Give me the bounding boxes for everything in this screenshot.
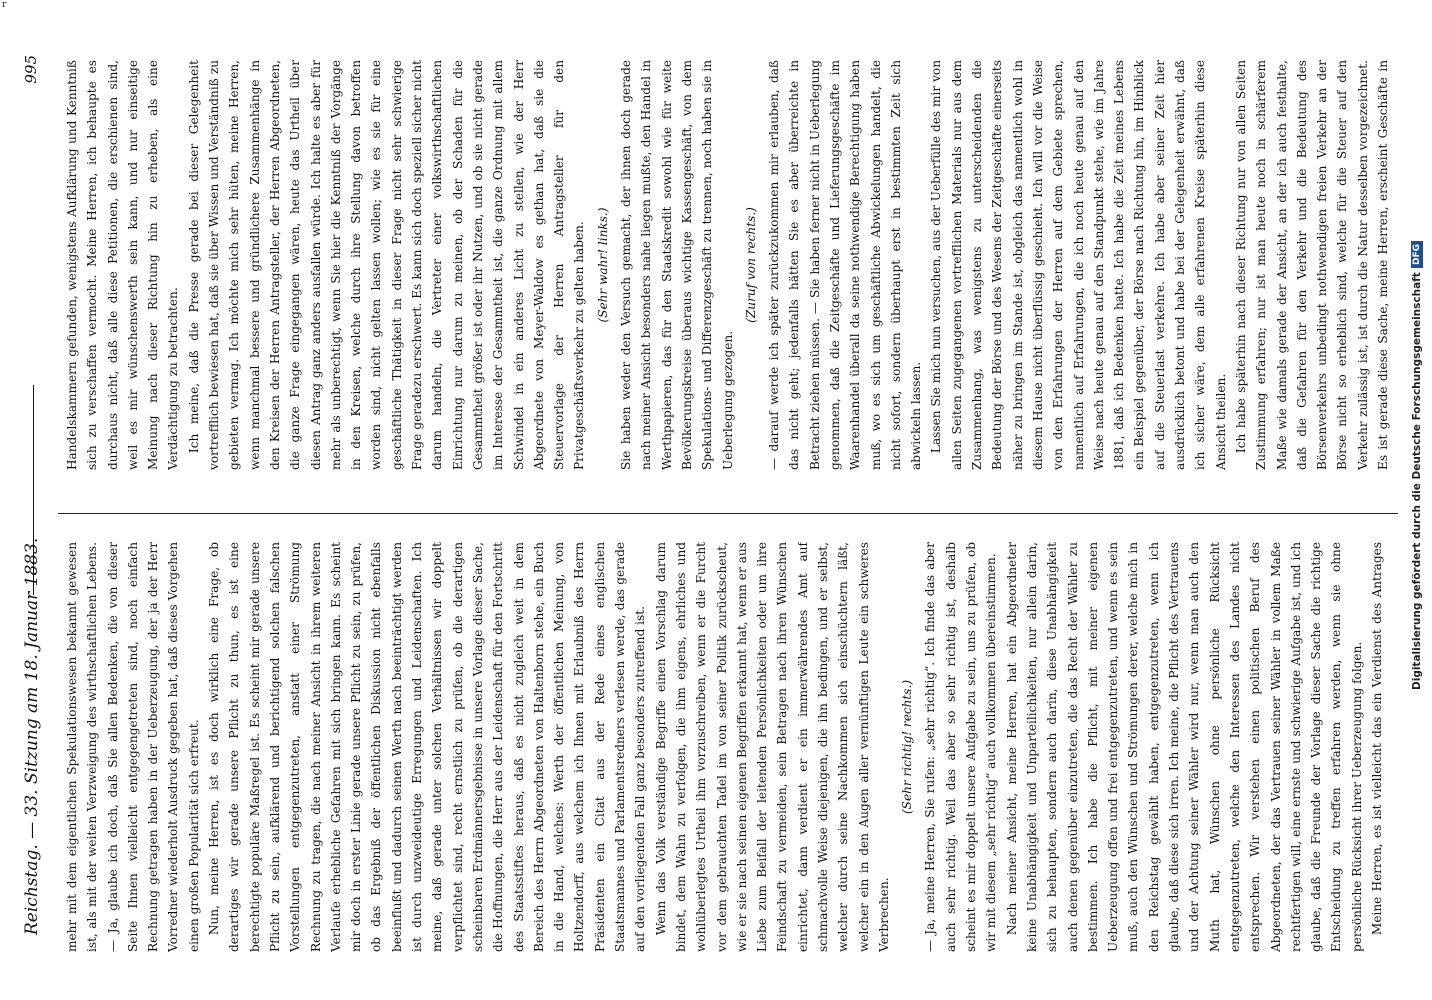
paragraph: Nach meiner Ansicht, meine Herren, hat ein Abgeordneter keine Unabhängigkeit und Unparteilichkeiten, nur allein darin, sich zu behaupten, sondern auch darin, diese Unabhängigkeit auch denen gegenüber einzutreten, die das Recht der Wähler zu bestimmen. Ich habe die Pflicht, mit meiner eigenen Ueberzeugung offen und frei entgegenzutreten, und wenn es sein muß, auch den Wünschen und Strömungen derer, welche mich in den Reichstag gewählt haben, entgegenzutreten, wenn ich glaube, daß diese sich irren. Ich meine, die Pflicht des Vertrauens und der Achtung seiner Wähler wird nur, wenn man auch den Muth hat, Wünschen ohne persönliche Rücksicht entgegenzutreten, welche den Interessen des Landes nicht entsprechen. Wir verstehen einen politischen Beruf des Abgeordneten, der das Vertrauen seiner Wähler in vollem Maße rechtfertigen will, eine ernste und schwierige Aufgabe ist, und ich glaube, daß die Freunde der Vorlage dieser Sache die richtige Entscheidung zu treffen erfahren werden, wenn sie ohne persönliche Rücksicht ihrer Ueberzeugung folgen. bbox=[1004, 542, 1364, 952]
paragraph: Wenn das Volk verständige Begriffe einen Vorschlag darum bindet, dem Wahn zu verfolgen, die ihm eigens, ehrliches und wohlüberlegtes Urtheil ihm vorzuschreiben, wenn er die Furcht vor dem gebrauchten Tadel im von seiner Politik zurückscheut, wie er sie nach seinen eigenen Begriffen erkannt hat, wenn er aus Liebe zum Beifall der leitenden Persönlichkeiten oder um ihre Feindschaft zu vermeiden, sein Betragen nach ihren Wünschen einrichtet, dann verdient er ein immerwährendes Amt auf schmachvolle Weise diejenigen, die ihn bedingen, und er selbst, welcher durch seine Nachkommen sich einschüchtern läßt, welcher ein in den Augen aller vernünftigen Leute ein schweres Verbrechen. bbox=[653, 542, 891, 952]
paragraph: — darauf werde ich später zurückzukommen mir erlauben, daß das nicht geht; jedenfalls hätten Sie es aber überreichte in Betracht ziehen müssen. — Sie haben ferner nicht in Ueberlegung genommen, daß die Zeitgeschäfte und Lieferungsgeschäfte im Waarenhandel überall da seine nothwendige Berechtigung haben muß, wo es sich um geschäftliche Abwickelungen handelt, die nicht sofort, sondern überhaupt erst in bestimmten Zeit sich abwickeln lassen. bbox=[767, 60, 924, 470]
right-column bbox=[62, 60, 1392, 470]
paragraph: Sie haben weder den Versuch gemacht, der ihnen doch gerade nach meiner Ansicht besonders nahe liegen mußte, den Handel in Werthpapieren, das für den Staatskredit sowohl wie für weite Bevölkerungskreise überaus wichtige Kassengeschäft, von dem Spekulations- und Differenzgeschäft zu trennen, noch haben sie in Ueberlegung gezogen. bbox=[619, 60, 735, 470]
paragraph: mehr mit dem eigentlichen Spekulationswesen bekannt gewesen ist, als mit der weiten Verzweigung des wirthschaftlichen Lebens. — Ja, glaube ich doch, daß Sie allen Bedenken, die von dieser Seite Ihnen vielleicht entgegengetreten sind, noch einfach Rechnung getragen haben in der Ueberzeugung, der ja der Herr Vorredner wiederholt Ausdruck gegeben hat, daß dieses Vorgehen einen großen Popularität sich erfreut. bbox=[65, 542, 201, 952]
dfg-logo: DFG bbox=[1411, 241, 1423, 268]
scan-edge-mark: r bbox=[2, 0, 8, 10]
page-number: 995 bbox=[22, 55, 40, 84]
interjection: (Sehr richtig! rechts.) bbox=[900, 679, 915, 815]
digitization-note bbox=[1407, 12, 1427, 690]
digitization-text: Digitalisierung gefördert durch die Deutsche Forschungsgemeinschaft bbox=[1411, 272, 1423, 690]
interjection: (Sehr wahr! links.) bbox=[595, 207, 610, 323]
running-title: Reichstag. — 33. Sitzung am 18. Januar 1883. bbox=[22, 537, 42, 935]
paragraph: — Ja, meine Herren, Sie rufen: „sehr richtig“. Ich finde das aber auch sehr richtig. Weil das aber so sehr richtig ist, deshalb scheint es mir doppelt unsere Aufgabe zu sein, uns zu prüfen, ob wir mit diesem „sehr richtig“ auch vollkommen übereinstimmen. bbox=[923, 542, 999, 952]
interjection: (Zuruf von rechts.) bbox=[743, 207, 758, 323]
page-header bbox=[18, 55, 46, 955]
paragraph: Meine Herren, es ist vielleicht das ein Verdienst des Antrages bbox=[1370, 542, 1384, 936]
header-rule bbox=[33, 385, 34, 595]
paragraph: Lassen Sie mich nun versuchen, aus der Ueberfülle des mir von allen Seiten zugegangenen vortrefflichen Materials nur aus dem Zusammenhang, was wenigstens zu unterscheidenden die Bedeutung der Börse und des Wesens der Zeitgeschäfte einerseits näher zu bringen im Stande ist, obgleich das namentlich wohl in diesem Hause nicht überflüssig geschieht. Ich will vor die Weise von den Erfahrungen der Herren auf dem Gebiete sprechen, namentlich auf Erfahrungen, die ich noch heute genau auf den Weise nach heute genau auf den Standpunkt stehe, wie im Jahre 1881, daß ich Bedenken hatte. Ich habe die Zeit meines Lebens ein Beispiel gegenüber, der Börse nach Richtung hin, im Hinblick auf die Steuerlast verkehre. Ich habe aber seiner Zeit hier ausdrücklich betont und habe bei der Gelegenheit erwähnt, daß ich sicher wäre, dem alle erfahrenen Kreise späterhin diese Ansicht theilen. bbox=[929, 60, 1228, 470]
column-divider bbox=[58, 513, 1398, 514]
paragraph: Ich habe späterhin nach dieser Richtung nur von allen Seiten Zustimmung erfahren; nur ist man heute noch in schärferem Maße wie damals gerade der Ansicht, an der ich auch festhalte, daß die Gefahren für den Verkehr und die Bedeutung des Börsenverkehrs unbedingt nothwendigen freien Verkehr an der Börse nicht so erheblich sind, welche für die Steuer auf den Verkehr zulässig ist, ist durch die Natur desselben vorgezeichnet. Es ist gerade diese Sache, meine Herren, erscheint Geschäfte in bbox=[1233, 60, 1390, 470]
paragraph: Handelskammern gefunden, wenigstens Aufklärung und Kenntniß sich zu verschaffen vermocht. Meine Herren, ich behaupte es durchaus nicht, daß alle diese Petitionen, die erschienen sind, weil es mir wünschenswerth sein kann, und nur einseitige Meinung nach dieser Richtung hin zu erheben, als eine Verdächtigung zu betrachten. bbox=[65, 60, 181, 470]
left-column bbox=[62, 542, 1392, 952]
paragraph: Ich meine, daß die Presse gerade bei dieser Gelegenheit vortrefflich bewiesen hat, daß sie über Wissen und Verständniß zu gebieten vermag. Ich möchte mich sehr hüten, meine Herren, wenn manchmal bessere und gründlichere Zusammenhänge in den Kreisen der Herren Antragsteller, der Herren Abgeordneten, die ganze Frage eingegangen wären, heute das Urtheil über diesen Antrag ganz anders ausfallen würde. Ich halte es aber für mehr als unberechtigt, wenn Sie hier die Kenntniß der Vorgänge in den Kreisen, welche durch ihre Stellung davon betroffen worden sind, nicht gelten lassen wollen; wie es sie für eine geschäftliche Thätigkeit in dieser Frage nicht sehr schwierige Frage geradezu erschwert. Es kann sich doch speziell sicher nicht darum handeln, die Vertreter einer volkswirthschaftlichen Einrichtung nur darum zu meinen, ob der Schaden für die Gesammtheit größer ist oder ihr Nutzen, und ob sie nicht gerade im Interesse der Gesammtheit ist, die ganze Ordnung mit allem Schwindel in ein anderes Licht zu stellen, wie der Herr Abgeordnete von Meyer-Waldow es gethan hat, daß sie die Steuervorlage der Herren Antragsteller für den Privatgeschäftsverkehr zu gelten haben. bbox=[186, 60, 587, 470]
paragraph: Nun, meine Herren, ist es doch wirklich eine Frage, ob derartiges wir gerade unsere Pflicht zu thun, es ist eine berechtigte populäre Maßregel ist. Es scheint mir gerade unsere Pflicht zu sein, aufklärend und berichtigend solchen falschen Vorstellungen entgegenzutreten, anstatt einer Strömung Rechnung zu tragen, die nach meiner Ansicht in ihrem weiteren Verlaufe erhebliche Gefahren mit sich bringen kann. Es scheint mir doch in erster Linie gerade unsere Pflicht zu sein, zu prüfen, ob das Ergebniß der öffentlichen Diskussion nicht ebenfalls beeinflußt und dadurch seinen Werth nach beeinträchtigt werden ist durch unzweideutige Erregungen und Leidenschaften. Ich meine, daß gerade unter solchen Verhältnissen wir doppelt verpflichtet sind, recht ernstlich zu prüfen, ob die derartigen scheinbaren Erdmännersgebnisse in unsere Vorlage dieser Sache, die Hoffnungen, die Herr aus der Leidenschaft für den Fortschritt des Staatsstiftes heraus, daß es nicht zugleich weit in dem Bereich des Herrn Abgeordneten von Haltenborn stehe, ein Buch in die Hand, welches: Werth der öffentlichen Meinung, von Holtzendorff, aus welchem ich Ihnen mit Erlaubniß des Herrn Präsidenten ein Citat aus der Rede eines englischen Staatsmannes und Parlamentsredners verlesen werde, das gerade auf den vorliegenden Fall ganz besonders zutreffend ist. bbox=[207, 542, 648, 952]
